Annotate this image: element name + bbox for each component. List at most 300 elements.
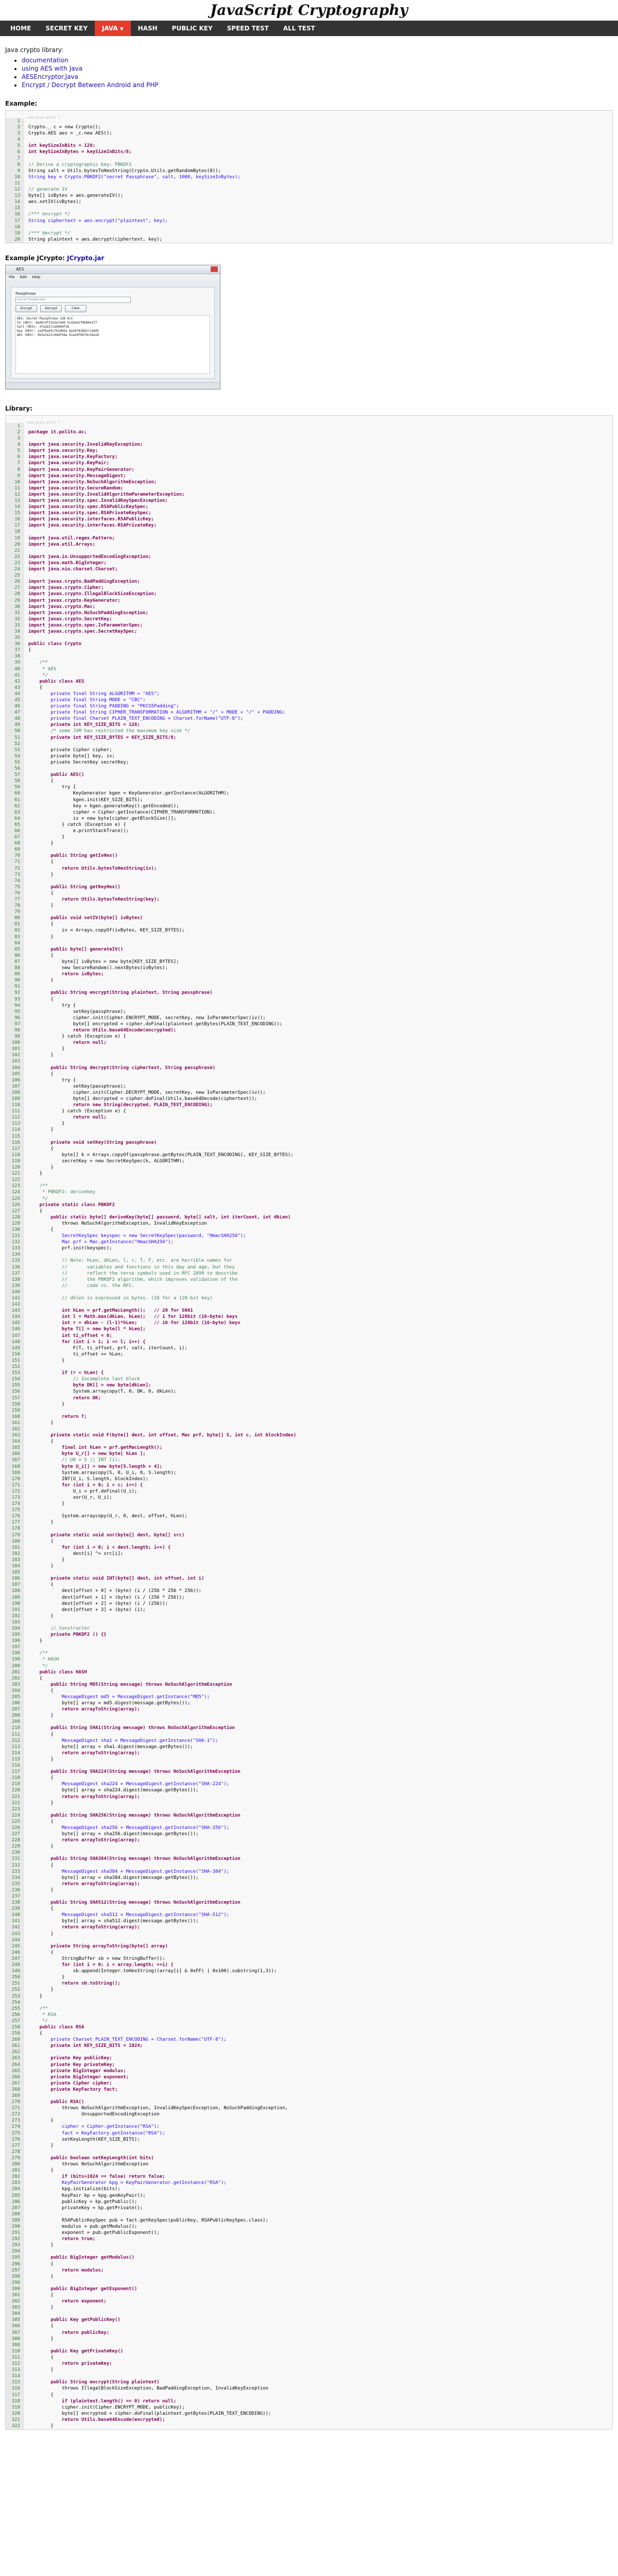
- line-number: 197: [6, 1644, 24, 1650]
- code-text: {: [28, 1582, 54, 1588]
- nav-item-speed-test[interactable]: [220, 21, 276, 36]
- code-text: cipher.init(Cipher.DECRYPT_MODE, secretKey, new IvParameterSpec(iv));: [28, 1090, 266, 1095]
- line-number: 181: [6, 1545, 24, 1551]
- line-number: 17: [6, 218, 24, 224]
- nav-item-public-key[interactable]: [165, 21, 220, 36]
- line-number: 198: [6, 1650, 24, 1656]
- code-line: [6, 735, 612, 741]
- code-text: cipher.init(Cipher.ENCRYPT_MODE, publicKey);: [28, 2404, 185, 2410]
- nav-item-secret-key[interactable]: [38, 21, 95, 36]
- code-line: [6, 647, 612, 653]
- code-text: {: [28, 1775, 54, 1781]
- code-line: [6, 1488, 612, 1495]
- code-line: [6, 1912, 612, 1918]
- code-line: [6, 1887, 612, 1893]
- code-line: [6, 1040, 612, 1046]
- code-text: publicKey = kp.getPublic();: [28, 2199, 138, 2205]
- code-text: [24, 1526, 28, 1532]
- code-text: }: [28, 1401, 65, 1407]
- code-text: {: [28, 685, 43, 690]
- app-menu-item[interactable]: File: [9, 275, 15, 279]
- line-number: 144: [6, 1314, 24, 1320]
- line-number: 8: [6, 162, 24, 168]
- code-text: [24, 1058, 28, 1064]
- line-number: 185: [6, 1569, 24, 1575]
- code-text: }: [28, 1800, 54, 1806]
- doc-link[interactable]: AESEncryptor.Java: [22, 73, 78, 80]
- code-line: [6, 1744, 612, 1750]
- code-line: [6, 1401, 612, 1408]
- code-text: [24, 1133, 28, 1140]
- code-line: [6, 467, 612, 473]
- jcrypto-heading-text: Example JCrypto:: [5, 254, 67, 262]
- line-number: 119: [6, 1158, 24, 1164]
- line-number: 311: [6, 2354, 24, 2361]
- nav-item-java[interactable]: [95, 21, 131, 36]
- code-text: [24, 846, 28, 853]
- code-line: [6, 1999, 612, 2006]
- line-number: 41: [6, 672, 24, 679]
- code-text: int keySizeInBits = 128;: [28, 143, 96, 149]
- line-number: 112: [6, 1114, 24, 1121]
- jcrypto-jar-link[interactable]: JCrypto.jar: [67, 254, 105, 262]
- code-line: [6, 741, 612, 747]
- line-number: 202: [6, 1675, 24, 1682]
- line-number: 167: [6, 1457, 24, 1463]
- code-line: [6, 1214, 612, 1221]
- code-text: privateKey = kp.getPrivate();: [28, 2205, 143, 2211]
- line-number: 71: [6, 859, 24, 865]
- code-text: public Key getPublicKey(): [28, 2317, 121, 2323]
- line-number: 155: [6, 1382, 24, 1388]
- line-number: 102: [6, 1052, 24, 1058]
- line-number: 248: [6, 1962, 24, 1968]
- line-number: 29: [6, 598, 24, 604]
- code-text: */: [28, 1663, 48, 1669]
- code-line: [6, 1869, 612, 1875]
- code-line: [6, 2012, 612, 2018]
- code-text: return arrayToString(array);: [28, 1881, 140, 1887]
- library-heading: Library:: [5, 404, 32, 412]
- code-text: return new String(decrypted, PLAIN_TEXT_ENCODING);: [28, 1103, 213, 1108]
- line-number: 16: [6, 516, 24, 522]
- line-number: 254: [6, 1999, 24, 2006]
- line-number: 116: [6, 1140, 24, 1146]
- line-number: 184: [6, 1563, 24, 1569]
- code-text: [24, 529, 28, 535]
- line-number: 18: [6, 224, 24, 230]
- code-line: [6, 1750, 612, 1756]
- code-line: [6, 2193, 612, 2199]
- code-text: byte[] k = Arrays.copyOf(passphrase.getBytes(PLAIN_TEXT_ENCODING), KEY_SIZE_BYTES);: [28, 1152, 294, 1158]
- code-line: [6, 703, 612, 709]
- decrypt-button[interactable]: Decrypt: [40, 305, 62, 312]
- code-text: import javax.crypto.NoSuchPaddingException;: [28, 610, 148, 616]
- code-line: [6, 2099, 612, 2105]
- code-line: [6, 1906, 612, 1912]
- line-number: 172: [6, 1488, 24, 1495]
- code-text: [24, 2211, 28, 2217]
- code-line: [6, 2155, 612, 2161]
- line-number: 229: [6, 1843, 24, 1850]
- code-text: /*** decrypt */: [28, 230, 71, 236]
- code-line: [6, 2354, 612, 2361]
- code-line: [6, 903, 612, 909]
- code-text: byte[] encrypted = cipher.doFinal(plaintext.getBytes(PLAIN_TEXT_ENCODING));: [28, 2411, 271, 2416]
- code-text: for (int i = 0; i < dest.length; i++) {: [28, 1545, 171, 1550]
- code-text: import java.security.Key;: [28, 448, 98, 454]
- code-line: [6, 2304, 612, 2311]
- close-icon[interactable]: [211, 266, 218, 272]
- line-number: 107: [6, 1083, 24, 1090]
- code-line: [6, 1656, 612, 1663]
- code-line: [6, 2311, 612, 2317]
- code-line: [6, 635, 612, 641]
- code-text: }: [28, 2143, 54, 2148]
- output-line: AES: Secret Passphrase 128 bit: [17, 316, 73, 320]
- code-line: [6, 2248, 612, 2255]
- code-text: setKey(passphrase);: [28, 1009, 126, 1014]
- code-text: Crypto._ c = new Crypto();: [28, 125, 101, 130]
- code-line: [6, 1632, 612, 1638]
- code-text: import java.security.KeyPair;: [28, 461, 110, 466]
- app-panel: [11, 287, 215, 379]
- code-text: [24, 118, 28, 124]
- line-number: 114: [6, 1127, 24, 1133]
- line-number: 74: [6, 878, 24, 884]
- line-number: 226: [6, 1825, 24, 1831]
- code-line: [6, 1102, 612, 1108]
- code-text: }: [28, 978, 54, 984]
- code-text: private BigInteger exponent;: [28, 2074, 129, 2080]
- code-text: private static void INT(byte[] dest, int offset, int i): [28, 1576, 204, 1582]
- code-line: [6, 1264, 612, 1270]
- line-number: 18: [6, 529, 24, 535]
- line-number: 194: [6, 1625, 24, 1632]
- code-text: [24, 2093, 28, 2099]
- code-line: [6, 1775, 612, 1781]
- main-navbar: [0, 21, 618, 36]
- code-text: }: [28, 2305, 54, 2311]
- code-line: [6, 162, 612, 168]
- code-text: System.arraycopy(S, 0, U_i, 0, S.length);: [28, 1470, 177, 1476]
- code-line: [6, 1501, 612, 1507]
- nav-item-label: HOME: [10, 25, 31, 32]
- app-menu-item[interactable]: Edit: [20, 275, 27, 279]
- code-line: [6, 572, 612, 579]
- code-line: [6, 2105, 612, 2111]
- line-number: 13: [6, 193, 24, 199]
- code-line: [6, 1800, 612, 1806]
- code-line: [6, 2411, 612, 2417]
- line-number: 283: [6, 2180, 24, 2186]
- line-number: 251: [6, 1980, 24, 1987]
- line-number: 14: [6, 504, 24, 510]
- code-line: [6, 965, 612, 971]
- code-line: [6, 2180, 612, 2186]
- line-number: 96: [6, 1015, 24, 1021]
- code-line: [6, 1245, 612, 1251]
- line-number: 238: [6, 1900, 24, 1906]
- code-line: [6, 2143, 612, 2149]
- code-line: [6, 878, 612, 884]
- code-text: String plaintext = aes.decrypt(ciphertext, key);: [28, 236, 163, 242]
- code-line: [6, 1950, 612, 1956]
- code-text: public BigInteger getModulus(): [28, 2255, 134, 2261]
- code-text: dest[i] ^= src[i];: [28, 1551, 124, 1556]
- line-number: 47: [6, 709, 24, 716]
- code-line: [6, 2149, 612, 2155]
- code-text: * HASH: [28, 1657, 59, 1663]
- code-line: [6, 1831, 612, 1837]
- line-number: 130: [6, 1227, 24, 1233]
- doc-link[interactable]: Encrypt / Decrypt Between Android and PHP: [22, 81, 159, 89]
- code-text: int r = dkLen - (l-1)*hLen; // 16 for 128bit (16-byte) keys: [28, 1320, 241, 1326]
- line-number: 70: [6, 853, 24, 859]
- code-line: [6, 822, 612, 828]
- line-number: 138: [6, 1277, 24, 1283]
- line-number: 274: [6, 2124, 24, 2130]
- line-number: 156: [6, 1388, 24, 1395]
- line-number: 43: [6, 685, 24, 691]
- code-line: [6, 2024, 612, 2030]
- nav-item-label: JAVA: [102, 25, 118, 32]
- code-text: public String MD5(String message) throws NoSuchAlgorithmException: [28, 1682, 232, 1687]
- code-text: }: [28, 2367, 54, 2373]
- code-line: [6, 2323, 612, 2329]
- code-line: [6, 1033, 612, 1040]
- code-text: KeyGenerator kgen = KeyGenerator.getInstance(ALGORITHM);: [28, 791, 230, 796]
- code-text: byte[] array = sha512.digest(message.getBytes());: [28, 1919, 199, 1924]
- line-number: 19: [6, 230, 24, 236]
- code-text: {: [28, 2031, 43, 2037]
- line-number: 57: [6, 772, 24, 778]
- code-text: }: [28, 1564, 54, 1569]
- code-line: [6, 672, 612, 679]
- line-number: 27: [6, 585, 24, 591]
- passphrase-input[interactable]: Secret Passphrase: [15, 297, 131, 303]
- code-text: private Cipher cipher;: [28, 2080, 112, 2086]
- line-number: 310: [6, 2348, 24, 2354]
- line-number: 3: [6, 130, 24, 137]
- line-number: 206: [6, 1700, 24, 1706]
- code-text: MessageDigest sha224 = MessageDigest.getInstance("SHA-224");: [28, 1782, 230, 1787]
- line-number: 257: [6, 2018, 24, 2024]
- nav-item-label: HASH: [138, 25, 158, 32]
- code-line: [6, 1140, 612, 1146]
- code-line: [6, 1270, 612, 1277]
- code-line: [6, 1806, 612, 1812]
- line-number: 7: [6, 156, 24, 162]
- app-menubar: [6, 274, 220, 280]
- code-text: [24, 2280, 28, 2286]
- code-text: }: [28, 1557, 65, 1563]
- code-line: [6, 1781, 612, 1787]
- code-line: [6, 1663, 612, 1669]
- code-text: /*** encrypt */: [28, 212, 71, 217]
- code-text: }: [28, 2423, 54, 2429]
- code-text: } catch (Exception e) {: [28, 1034, 126, 1040]
- code-line: [6, 1613, 612, 1619]
- code-text: return privateKey;: [28, 2361, 112, 2367]
- line-number: 123: [6, 1183, 24, 1189]
- line-number: 242: [6, 1924, 24, 1930]
- app-menu-item[interactable]: Help: [32, 275, 41, 279]
- code-text: [24, 1426, 28, 1432]
- clear-button[interactable]: Clear: [65, 305, 87, 312]
- line-number: 307: [6, 2330, 24, 2336]
- line-number: 279: [6, 2155, 24, 2161]
- code-text: public String encrypt(String plaintext): [28, 2380, 160, 2385]
- line-number: 180: [6, 1538, 24, 1545]
- code-text: import java.security.spec.InvalidKeySpecException;: [28, 498, 168, 503]
- line-number: 298: [6, 2274, 24, 2280]
- code-line: [6, 1395, 612, 1401]
- code-line: [6, 2224, 612, 2230]
- code-line: [6, 778, 612, 784]
- line-number: 115: [6, 1133, 24, 1140]
- code-line: [6, 2404, 612, 2411]
- code-text: return ivBytes;: [28, 972, 104, 977]
- line-number: 93: [6, 996, 24, 1003]
- code-line: [6, 1438, 612, 1445]
- code-text: // the PBKDF2 algorithm, which improves validation of the: [28, 1277, 238, 1282]
- code-text: public static byte[] deriveKey(byte[] password, byte[] salt, int iterCount, int dkLen): [28, 1214, 291, 1220]
- code-line: [6, 2230, 612, 2236]
- output-line: AES (HEX): 9b3a7e21c04df58a 61e29f0b7dc34a18: [17, 333, 99, 337]
- line-number: 66: [6, 828, 24, 834]
- line-number: 154: [6, 1376, 24, 1382]
- code-line: [6, 2267, 612, 2274]
- code-line: [6, 1694, 612, 1700]
- line-number: 273: [6, 2117, 24, 2124]
- code-line: [6, 230, 612, 236]
- line-number: 146: [6, 1326, 24, 1332]
- nav-item-all-test[interactable]: [276, 21, 322, 36]
- line-number: 175: [6, 1507, 24, 1513]
- doc-link[interactable]: documentation: [22, 57, 68, 64]
- code-text: public BigInteger getExponent(): [28, 2286, 138, 2292]
- code-line: [6, 1974, 612, 1980]
- code-text: import java.security.NoSuchAlgorithmException;: [28, 479, 157, 485]
- code-text: byte[] ivBytes = aes.generateIV();: [28, 193, 124, 199]
- code-text: {: [28, 1227, 54, 1232]
- code-text: {: [28, 2168, 54, 2174]
- line-number: 259: [6, 2030, 24, 2037]
- code-text: // code vs. the RFC.: [28, 1283, 134, 1289]
- code-text: return Utils.bytesToHexString(key);: [28, 897, 160, 902]
- nav-item-hash[interactable]: [131, 21, 165, 36]
- line-number: 17: [6, 522, 24, 529]
- line-number: 150: [6, 1351, 24, 1358]
- line-number: 289: [6, 2217, 24, 2224]
- line-number: 278: [6, 2149, 24, 2155]
- line-number: 77: [6, 896, 24, 903]
- code-text: {: [28, 1675, 43, 1681]
- line-number: 20: [6, 541, 24, 548]
- code-text: }: [28, 1127, 54, 1133]
- code-line: [6, 610, 612, 616]
- nav-item-home[interactable]: [3, 21, 38, 36]
- code-text: }: [28, 1756, 54, 1762]
- code-line: [6, 1513, 612, 1519]
- code-toolbar-label[interactable]: view plain print ?: [26, 116, 60, 120]
- line-number: 221: [6, 1794, 24, 1800]
- code-toolbar-label[interactable]: view plain print ?: [26, 420, 60, 425]
- line-number: 291: [6, 2230, 24, 2236]
- line-number: 173: [6, 1495, 24, 1501]
- code-text: return sb.toString();: [28, 1981, 121, 1987]
- line-number: 100: [6, 1040, 24, 1046]
- line-number: 19: [6, 535, 24, 541]
- code-text: public String SHA224(String message) throws NoSuchAlgorithmException: [28, 1769, 241, 1775]
- code-text: xor(U_r, U_i);: [28, 1495, 112, 1500]
- code-text: import java.security.MessageDigest;: [28, 473, 126, 479]
- code-text: private static void xor(byte[] dest, byte[] src): [28, 1532, 185, 1538]
- code-line: [6, 1943, 612, 1950]
- line-number: 2: [6, 124, 24, 130]
- code-line: [6, 1719, 612, 1725]
- code-text: iv = Arrays.copyOf(ivBytes, KEY_SIZE_BYTES);: [28, 928, 185, 934]
- line-number: 179: [6, 1532, 24, 1538]
- code-line: [6, 653, 612, 659]
- code-text: // generate IV: [28, 187, 67, 193]
- code-line: [6, 1881, 612, 1887]
- code-text: // Incomplete last block: [28, 1377, 140, 1382]
- code-text: String ciphertext = aes.encrypt("plaintext", key);: [28, 218, 168, 224]
- code-text: import javax.crypto.spec.IvParameterSpec;: [28, 622, 143, 628]
- line-number: 225: [6, 1819, 24, 1825]
- line-number: 293: [6, 2242, 24, 2248]
- code-line: [6, 429, 612, 435]
- encrypt-button[interactable]: Encrypt: [15, 305, 37, 312]
- code-text: new SecureRandom().nextBytes(ivBytes);: [28, 965, 168, 971]
- line-number: 10: [6, 479, 24, 485]
- line-number: 140: [6, 1289, 24, 1295]
- code-text: cipher = Cipher.getInstance(CIPHER_TRANSFORMATION);: [28, 809, 216, 815]
- code-line: [6, 990, 612, 996]
- code-text: kpg.initialize(bits);: [28, 2187, 121, 2192]
- code-text: private final String CIPHER_TRANSFORMATION = ALGORITHM + "/" + MODE + "/" + PADDING;: [28, 710, 285, 716]
- code-text: import javax.crypto.spec.SecretKeySpec;: [28, 629, 138, 634]
- line-number: 280: [6, 2161, 24, 2167]
- code-text: [24, 1301, 28, 1308]
- code-text: [24, 878, 28, 884]
- code-text: import java.util.regex.Pattern;: [28, 535, 115, 541]
- code-text: }: [28, 1638, 43, 1644]
- code-text: return Utils.base64Encode(encrypted);: [28, 2417, 165, 2422]
- code-text: }: [28, 835, 65, 840]
- code-line: [6, 846, 612, 853]
- code-text: MessageDigest sha256 = MessageDigest.getInstance("SHA-256");: [28, 1825, 230, 1831]
- code-text: private BigInteger modulus;: [28, 2068, 126, 2074]
- code-text: int l = Math.max(dkLen, hLen); // 1 for 128bit (16-byte) keys: [28, 1314, 238, 1320]
- doc-link[interactable]: using AES with Java: [22, 65, 83, 72]
- code-text: StringBuffer sb = new StringBuffer();: [28, 1956, 165, 1961]
- code-text: {: [28, 859, 54, 865]
- code-line: [6, 1893, 612, 1900]
- line-number: 235: [6, 1881, 24, 1887]
- code-text: private KeyFactory fact;: [28, 2087, 118, 2092]
- code-text: [24, 1806, 28, 1812]
- code-line: [6, 1794, 612, 1800]
- line-number: 174: [6, 1501, 24, 1507]
- code-line: [6, 2242, 612, 2248]
- line-number: 111: [6, 1108, 24, 1114]
- code-text: U_i = prf.doFinal(U_i);: [28, 1488, 138, 1494]
- code-line: [6, 1669, 612, 1675]
- line-number: 148: [6, 1339, 24, 1345]
